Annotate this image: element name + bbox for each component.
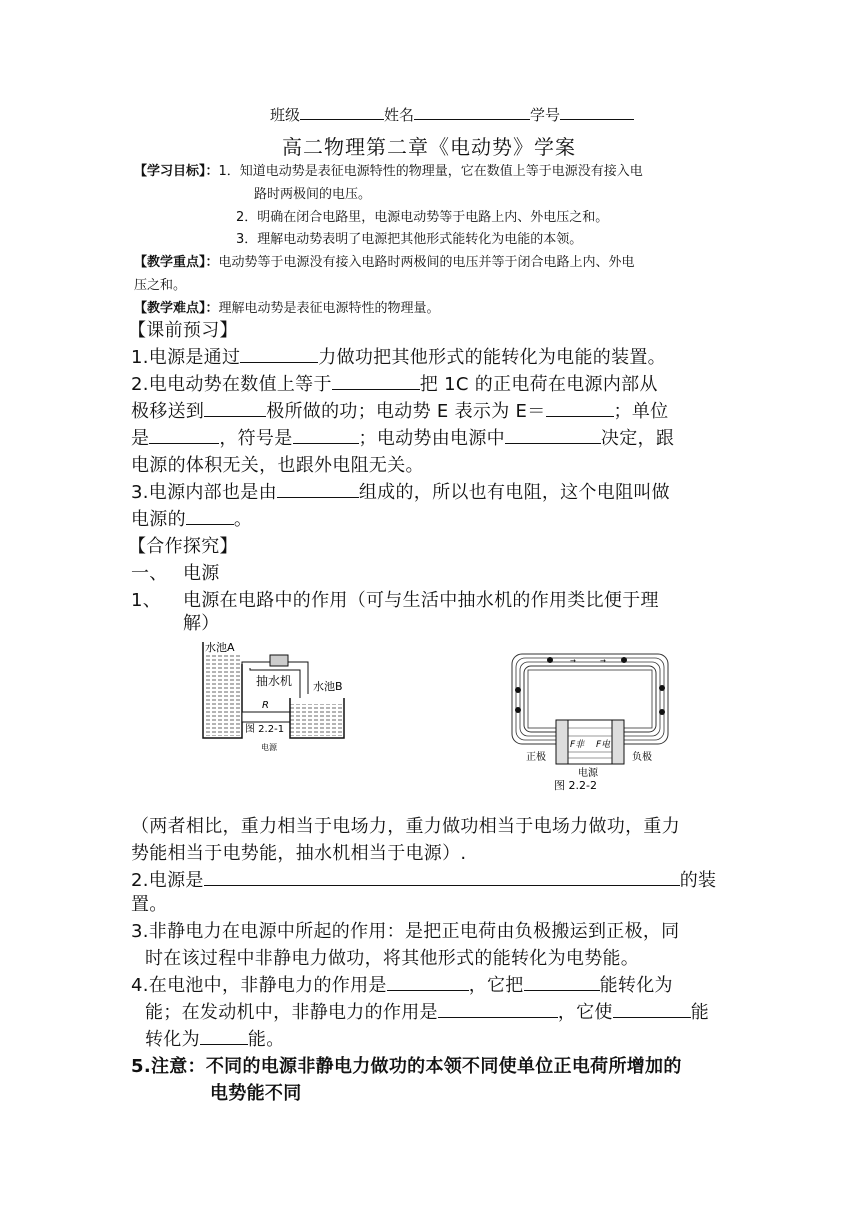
preview-l6a: 3.电源内部也是由 [131, 482, 277, 503]
blank-source-definition[interactable] [204, 869, 680, 886]
analogy-line1: （两者相比，重力相当于电场力，重力做功相当于电场力做功，重力 [131, 816, 680, 837]
difficulty-label: 【教学难点】： [134, 301, 219, 316]
preview-line3 [131, 397, 668, 423]
difficulty-line [134, 297, 440, 316]
charge-dot [515, 707, 521, 713]
preview-l2b: 把 1C 的正电荷在电源内部从 [419, 374, 658, 395]
point3-a: 3.非静电力在电源中所起的作用：是把正电荷由负极搬运到正极，同 [131, 921, 680, 942]
preview-l4b: ，符号是 [219, 428, 293, 449]
positive-label: 正极 [526, 752, 546, 763]
preview-line6 [131, 478, 670, 504]
preview-l1a: 1.电源是通过 [131, 347, 241, 368]
blank-pole[interactable] [204, 400, 266, 417]
preview-l4c: ；电动势由电源中 [358, 428, 505, 449]
charge-dot [659, 685, 665, 691]
name-blank[interactable] [414, 105, 530, 120]
preview-l7b: 。 [233, 509, 253, 530]
point5-b: 电势能不同 [210, 1083, 302, 1104]
blank-composed-of[interactable] [277, 481, 359, 498]
objectives-line1 [134, 160, 643, 179]
section1-title: 电源 [183, 563, 220, 584]
point2-c: 置。 [131, 894, 168, 915]
pool-b-water [290, 704, 342, 736]
negative-plate [612, 720, 624, 764]
preview-l4a: 是 [131, 428, 150, 449]
blank-generator-role[interactable] [438, 1001, 558, 1018]
blank-internal-resistance[interactable] [186, 508, 234, 525]
pool-a-water [205, 654, 240, 736]
header-line [270, 104, 634, 125]
objective-1a: 1．知道电动势是表征电源特性的物理量，它在数值上等于电源没有接入电 [218, 164, 643, 179]
objective-1b: 路时两极间的电压。 [254, 187, 372, 202]
preview-l3a: 极移送到 [131, 401, 205, 422]
point2-a: 2.电源是 [131, 870, 204, 891]
key-point-text-b: 压之和。 [134, 278, 187, 293]
preview-heading: 【课前预习】 [128, 320, 238, 341]
f-electric-label: F电 [596, 740, 611, 750]
key-point-line1 [134, 251, 635, 270]
point2-line1 [131, 866, 716, 892]
id-label: 学号 [530, 106, 561, 124]
point4-f: 能 [690, 1002, 710, 1023]
preview-line1 [131, 343, 666, 369]
source-label: 电源 [578, 768, 598, 779]
point2-b: 的装 [679, 870, 717, 891]
preview-l2a: 2.电电动势在数值上等于 [131, 374, 332, 395]
fig1-subcaption: 电源 [261, 743, 277, 752]
blank-force-type[interactable] [240, 346, 318, 363]
point4-line3 [145, 1025, 285, 1051]
pump-label: 抽水机 [256, 674, 293, 688]
key-point-text-a: 电动势等于电源没有接入电路时两极间的电压并等于闭合电路上内、外电 [218, 255, 635, 270]
preview-l7a: 电源的 [131, 509, 186, 530]
page-title: 高二物理第二章《电动势》学案 [282, 135, 576, 159]
name-label: 姓名 [384, 106, 415, 124]
charge-dot [621, 657, 627, 663]
pool-a-label: 水池A [205, 641, 235, 654]
blank-formula[interactable] [546, 400, 614, 417]
analogy-line2: 势能相当于电势能，抽水机相当于电源）. [131, 843, 467, 864]
r-label: R [262, 700, 269, 711]
preview-l1b: 力做功把其他形式的能转化为电能的装置。 [318, 347, 666, 368]
negative-label: 负极 [632, 752, 652, 763]
objective-2: 2．明确在闭合电路里，电源电动势等于电路上内、外电压之和。 [236, 210, 609, 225]
item1-num: 1、 [131, 590, 162, 611]
blank-symbol[interactable] [293, 427, 359, 444]
key-point-label: 【教学重点】： [134, 255, 219, 270]
pump-analogy-figure [200, 638, 360, 756]
point4-line2 [145, 998, 709, 1024]
preview-l3b: 极所做的功；电动势 E 表示为 E＝ [266, 401, 546, 422]
charge-dot [659, 709, 665, 715]
blank-unit[interactable] [149, 427, 219, 444]
point4-a: 4.在电池中，非静电力的作用是 [131, 975, 387, 996]
point5-a: 5.注意：不同的电源非静电力做功的本领不同使单位正电荷所增加的 [131, 1056, 682, 1077]
difficulty-text: 理解电动势是表征电源特性的物理量。 [218, 301, 440, 316]
positive-plate [556, 720, 568, 764]
preview-l3c: ；单位 [613, 401, 669, 422]
id-blank[interactable] [560, 105, 634, 120]
point4-h: 能。 [247, 1029, 285, 1050]
fig1-caption: 图 2.2-1 [245, 724, 285, 735]
preview-line4 [131, 424, 674, 450]
blank-converted-energy[interactable] [200, 1028, 248, 1045]
class-label: 班级 [270, 106, 301, 124]
preview-l4d: 决定，跟 [600, 428, 675, 449]
pump-box [270, 655, 288, 666]
bottom-pipe [242, 712, 290, 722]
item1-text-a: 电源在电路中的作用（可与生活中抽水机的作用类比便于理 [183, 590, 659, 611]
preview-line5: 电源的体积无关，也跟外电阻无关。 [131, 455, 424, 476]
charge-dot [515, 687, 521, 693]
preview-line7 [131, 505, 252, 531]
arrow-marker: → [600, 657, 606, 665]
arrow-marker: → [570, 657, 576, 665]
objective-3: 3．理解电动势表明了电源把其他形式能转化为电能的本领。 [236, 232, 583, 247]
fig2-caption: 图 2.2-2 [554, 779, 597, 792]
blank-emf-equals[interactable] [332, 373, 420, 390]
charge-dot [547, 657, 553, 663]
f-nonstatic-label: F非 [570, 740, 585, 750]
preview-l6b: 组成的，所以也有电阻，这个电阻叫做 [358, 482, 670, 503]
explore-heading: 【合作探究】 [128, 536, 238, 557]
circuit-field-figure [506, 650, 674, 794]
point3-b: 时在该过程中非静电力做功，将其他形式的能转化为电势能。 [145, 948, 640, 969]
point4-e: ，它使 [557, 1002, 613, 1023]
preview-line2 [131, 370, 658, 396]
blank-determined-by[interactable] [505, 427, 601, 444]
point4-b: ，它把 [468, 975, 524, 996]
blank-battery-role[interactable] [387, 974, 469, 991]
pool-b-label: 水池B [313, 680, 343, 693]
point4-g: 转化为 [145, 1029, 200, 1050]
objectives-label: 【学习目标】： [134, 164, 219, 179]
point4-c: 能转化为 [599, 975, 673, 996]
item1-text-b: 解） [183, 613, 220, 634]
point4-d: 能；在发动机中，非静电力的作用是 [145, 1002, 438, 1023]
blank-battery-energy[interactable] [524, 974, 600, 991]
blank-generator-energy[interactable] [613, 1001, 691, 1018]
point4-line1 [131, 971, 673, 997]
section1-num: 一、 [131, 563, 168, 584]
class-blank[interactable] [300, 105, 384, 120]
